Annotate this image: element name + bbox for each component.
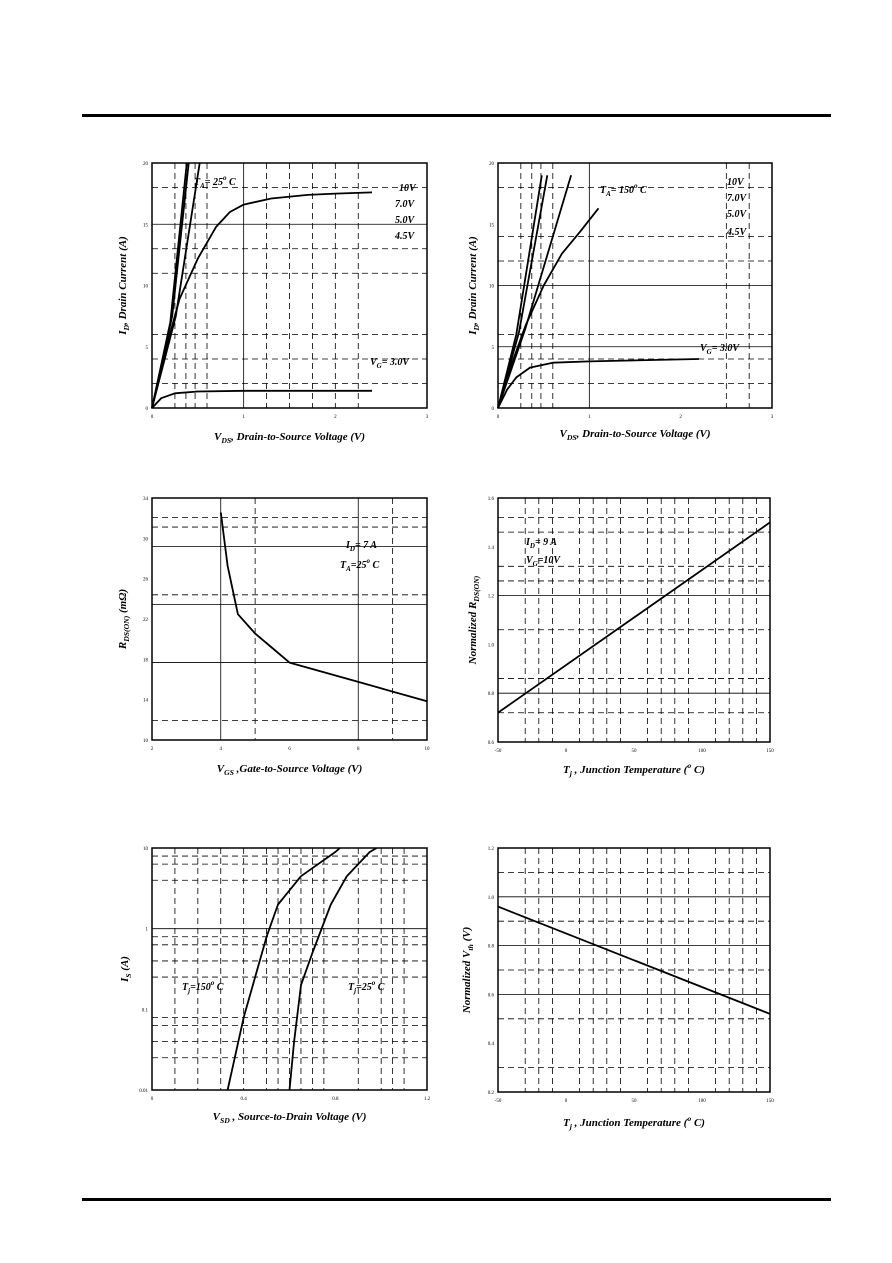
annotation-label-part: C	[226, 177, 236, 188]
x-axis-label-sub: j	[569, 1122, 572, 1131]
annotation-label-sup: o	[210, 979, 215, 987]
x-axis-label-part: V	[559, 428, 567, 440]
y-axis-label	[467, 236, 481, 335]
annotation-label-part: 5.0V	[395, 215, 415, 226]
x-tick-label: 2	[334, 415, 337, 420]
y-axis-label-part: I	[117, 330, 129, 335]
x-tick-label: 3	[425, 415, 429, 420]
x-axis-label-sub: DS	[221, 436, 232, 445]
y-tick-label: 0.4	[487, 1042, 494, 1048]
y-axis-label-sub: S	[124, 973, 133, 978]
annotation-label-part: I	[526, 537, 530, 548]
annotation-label-sup: o	[222, 174, 227, 182]
y-tick-label: 20	[143, 162, 148, 167]
x-tick-label: 0	[496, 415, 500, 420]
x-axis-label	[563, 1114, 705, 1131]
annotation-label-part: 4.5V	[395, 231, 415, 242]
y-axis-label-part: (m	[117, 600, 129, 616]
y-tick-label: 0.6	[487, 741, 494, 746]
y-tick-label: 34	[143, 497, 148, 502]
x-axis-label-sup: o	[687, 1114, 692, 1123]
chart-svg	[112, 840, 442, 1140]
annotation-label-part: C	[375, 982, 385, 993]
y-tick-label: 10	[143, 284, 148, 290]
y-tick-label: 5	[491, 345, 494, 351]
chart-vth-tj	[462, 840, 792, 1140]
x-tick-label: 0	[150, 415, 154, 420]
annotation-label-part: T	[600, 185, 607, 196]
annotation-label-part: = 25	[204, 177, 223, 188]
annotation-label-sup: o	[633, 182, 638, 190]
annotation-label-part: V	[370, 357, 377, 368]
annotation-label	[727, 193, 748, 204]
annotation-label-part: 10V	[399, 183, 416, 194]
x-axis-label	[214, 431, 365, 445]
y-tick-label: 1.0	[487, 643, 494, 649]
annotation-label-part: V	[700, 343, 707, 354]
annotation-label-sup: o	[366, 557, 370, 565]
y-axis-label-part: I	[467, 330, 479, 335]
y-axis-label-part: , Drain Current (A)	[117, 236, 129, 325]
annotation-label-sub: D	[349, 545, 355, 553]
x-tick-label: 0.4	[240, 1097, 247, 1102]
x-axis-label-part: , Junction Temperature (	[571, 764, 688, 776]
chart-id-vds-25c	[112, 155, 442, 455]
chart-svg	[462, 490, 792, 790]
annotation-label-part: = 3.0V	[711, 343, 740, 354]
annotation-label-part: =25	[356, 982, 372, 993]
annotation-label-sup: o	[371, 979, 376, 987]
x-axis-label-part: C)	[691, 1117, 705, 1129]
annotation-label	[727, 177, 745, 188]
y-axis-label	[119, 956, 133, 983]
chart-svg	[462, 155, 792, 455]
x-axis-label-part: , Junction Temperature (	[571, 1117, 688, 1129]
y-tick-label: 1.4	[487, 545, 494, 551]
x-tick-label: 3	[770, 415, 774, 420]
annotation-label	[395, 199, 416, 210]
x-tick-label: 1.2	[423, 1097, 431, 1102]
annotation-label-part: = 3.0V	[381, 357, 410, 368]
annotation-label-part: V	[526, 555, 533, 566]
annotation-label-part: T	[182, 982, 189, 993]
annotation-label-sub: G	[532, 560, 538, 568]
y-axis-label-part: Normalized V	[461, 950, 473, 1014]
annotation-label-part: 4.5V	[727, 227, 747, 238]
annotation-label-part: C	[637, 185, 647, 196]
annotation-label	[348, 979, 385, 995]
y-tick-label: 1	[145, 927, 148, 933]
annotation-label-part: 10V	[727, 177, 744, 188]
y-tick-label: 5	[145, 345, 148, 351]
y-tick-label: 0	[145, 407, 148, 412]
y-tick-label: 10	[489, 284, 494, 290]
x-axis-label-part: , Source-to-Drain Voltage (V)	[229, 1111, 367, 1123]
y-tick-label: 1.2	[487, 594, 494, 600]
annotation-label	[340, 557, 379, 573]
x-axis-label-sup: o	[687, 761, 692, 770]
y-axis-label-part: Ω)	[117, 588, 129, 601]
annotation-label-part: =10V	[537, 555, 561, 566]
annotation-label-part: C	[369, 560, 380, 571]
y-axis-label-sub: D	[472, 324, 481, 331]
y-axis-label-part: (A)	[119, 956, 131, 974]
annotation-label-sub: j	[354, 987, 357, 995]
x-tick-label: 50	[631, 749, 637, 754]
x-tick-label: 8	[357, 747, 360, 752]
annotation-label-part: = 7 A	[354, 540, 377, 551]
annotation-label-sub: A	[606, 190, 611, 198]
x-tick-label: 100	[698, 749, 706, 754]
x-axis-label-part: V	[216, 763, 225, 775]
x-axis-label-part: C)	[691, 764, 705, 776]
annotation-label-part: T	[340, 560, 347, 571]
annotation-label-sub: G	[706, 348, 712, 356]
x-tick-label: 0	[150, 1097, 154, 1102]
x-tick-label: -50	[494, 749, 502, 754]
annotation-label-part: 7.0V	[395, 199, 415, 210]
y-tick-label: 15	[489, 223, 494, 229]
annotation-label-sub: A	[346, 565, 351, 573]
y-axis-label-sub: DS(ON)	[122, 615, 131, 642]
x-tick-label: 150	[766, 1099, 774, 1104]
x-tick-label: 10	[424, 747, 430, 752]
x-axis-label-sub: j	[569, 769, 572, 778]
x-axis-label-part: T	[563, 1117, 570, 1129]
annotation-label-part: C	[214, 982, 224, 993]
annotation-label-part: =150	[190, 982, 211, 993]
x-tick-label: 150	[766, 749, 774, 754]
y-tick-label: 10	[143, 847, 148, 852]
annotation-label-part: = 9 A	[534, 537, 557, 548]
x-axis-label	[213, 1111, 367, 1125]
y-tick-label: 0.8	[487, 944, 494, 950]
annotation-label-part: = 150	[610, 185, 634, 196]
x-axis-label-part: ,Gate-to-Source Voltage (V)	[233, 763, 363, 775]
x-tick-label: 2	[679, 415, 682, 420]
x-tick-label: 0.8	[332, 1097, 339, 1102]
chart-svg	[112, 155, 442, 455]
annotation-label-sub: A	[200, 182, 205, 190]
x-tick-label: 100	[698, 1099, 706, 1104]
header-rule	[82, 114, 831, 117]
annotation-label	[726, 227, 748, 238]
x-tick-label: -50	[494, 1099, 502, 1104]
x-tick-label: 6	[288, 747, 291, 752]
y-tick-label: 0.1	[141, 1008, 148, 1014]
y-tick-label: 0	[491, 407, 494, 412]
y-tick-label: 20	[489, 162, 494, 167]
annotation-label	[727, 209, 748, 220]
annotation-label-part: 5.0V	[727, 209, 747, 220]
chart-rdson-vgs	[112, 490, 442, 790]
chart-is-vsd	[112, 840, 442, 1140]
chart-id-vds-150c	[462, 155, 792, 455]
x-axis-label-part: V	[213, 431, 222, 443]
y-tick-label: 1.2	[487, 847, 494, 852]
y-tick-label: 0.2	[487, 1091, 494, 1096]
y-tick-label: 26	[143, 577, 148, 583]
annotation-label	[394, 231, 416, 242]
annotation-label-part: T	[194, 177, 201, 188]
chart-svg	[462, 840, 792, 1140]
y-tick-label: 30	[143, 537, 148, 543]
chart-rdson-tj	[462, 490, 792, 790]
annotation-label	[395, 215, 416, 226]
y-tick-label: 10	[143, 739, 148, 744]
y-axis-label-sub: th	[466, 944, 475, 951]
y-axis-label-part: , Drain Current (A)	[467, 236, 479, 325]
x-tick-label: 2	[150, 747, 154, 752]
x-axis-label-sub: DS	[566, 433, 577, 442]
x-axis-label-part: T	[563, 764, 570, 776]
y-axis-label-part: R	[117, 641, 129, 650]
y-tick-label: 0.01	[139, 1089, 148, 1094]
annotation-label-part: T	[348, 982, 355, 993]
x-axis-label-sub: SD	[219, 1116, 230, 1125]
y-axis-label	[467, 575, 481, 665]
x-axis-label-part: V	[212, 1111, 220, 1123]
y-tick-label: 1.0	[487, 895, 494, 901]
x-axis-label-part: , Drain-to-Source Voltage (V)	[576, 428, 711, 440]
x-tick-label: 1	[588, 415, 591, 420]
y-tick-label: 18	[143, 658, 148, 664]
annotation-label	[399, 183, 417, 194]
x-tick-label: 4	[219, 747, 222, 752]
x-axis-label	[563, 761, 705, 778]
plot-frame	[152, 498, 427, 740]
footer-rule	[82, 1198, 831, 1201]
annotation-label-sub: j	[188, 987, 191, 995]
annotation-label-part: I	[346, 540, 350, 551]
chart-svg	[112, 490, 442, 790]
y-tick-label: 22	[143, 618, 148, 623]
x-axis-label-part: , Drain-to-Source Voltage (V)	[231, 431, 366, 443]
annotation-label-sub: D	[529, 542, 535, 550]
y-tick-label: 1.6	[487, 497, 494, 502]
x-axis-label-sub: GS	[224, 768, 234, 777]
annotation-label-part: 7.0V	[727, 193, 747, 204]
y-axis-label-part: Normalized R	[467, 601, 479, 665]
x-tick-label: 0	[564, 1099, 568, 1104]
x-axis-label	[559, 428, 710, 442]
y-tick-label: 15	[143, 223, 148, 229]
y-axis-label	[117, 589, 131, 650]
y-axis-label-sub: DS(ON)	[472, 575, 481, 602]
x-tick-label: 50	[631, 1099, 637, 1104]
y-tick-label: 0.6	[487, 993, 494, 999]
x-axis-label	[217, 763, 363, 777]
y-tick-label: 0.8	[487, 692, 494, 698]
x-tick-label: 0	[564, 749, 568, 754]
annotation-label-sub: G	[376, 362, 382, 370]
y-axis-label-part: (V)	[461, 926, 473, 945]
x-tick-label: 1	[242, 415, 245, 420]
y-axis-label	[461, 927, 475, 1015]
y-axis-label	[117, 236, 131, 335]
y-axis-label-sub: D	[122, 324, 131, 331]
y-axis-label-part: I	[119, 977, 131, 982]
y-tick-label: 14	[143, 698, 148, 704]
annotation-label-part: =25	[350, 560, 367, 571]
